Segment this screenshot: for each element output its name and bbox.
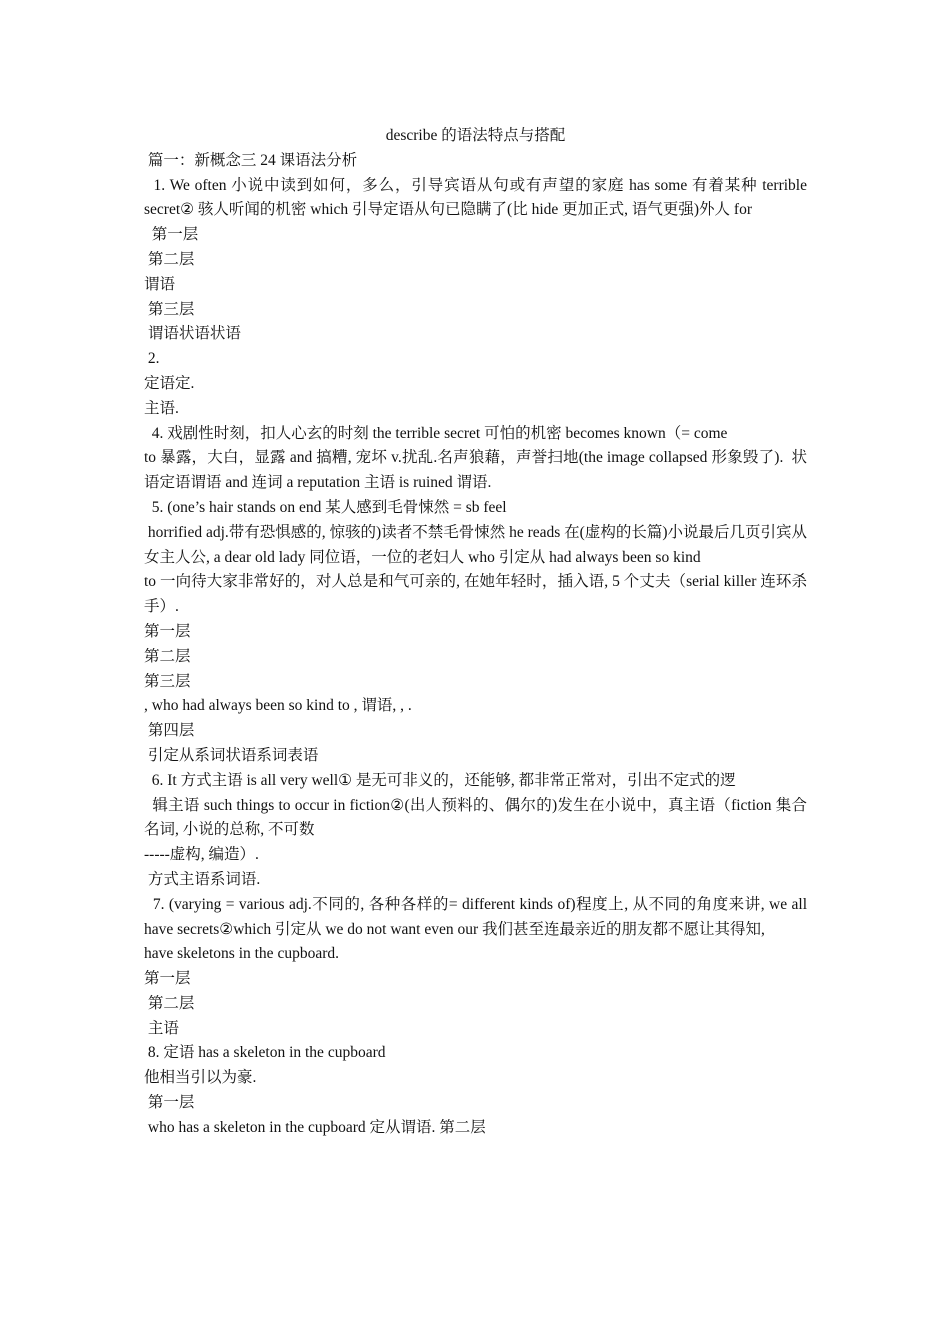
text-line: 第一层 — [144, 226, 199, 244]
text-line: 定语定. — [144, 374, 195, 392]
text-line: 辑主语 such things to occur in fiction②(出人预料的、偶尔的)发生在小说中，真主语（fiction 集合名词, 小说的总称, 不可数 — [144, 796, 808, 839]
text-line: 6. It 方式主语 is all very well① 是无可非义的，还能够, 都非常正常对，引出不定式的逻 — [144, 771, 736, 789]
text-line: 第一层 — [144, 622, 191, 640]
text-line: 主语 — [144, 1019, 179, 1037]
text-line: 第四层 — [144, 722, 195, 740]
text-line: 第一层 — [144, 970, 191, 988]
text-line: 第二层 — [144, 250, 195, 268]
document-page — [144, 124, 811, 1141]
text-line: 第二层 — [144, 994, 195, 1012]
text-line: 引定从系词状语系词表语 — [144, 746, 319, 764]
text-line: who has a skeleton in the cupboard 定从谓语. 第二层 — [144, 1118, 486, 1136]
text-line: 第三层 — [144, 300, 195, 318]
text-line: 篇一：新概念三 24 课语法分析 — [144, 151, 358, 169]
text-line: 第二层 — [144, 647, 191, 665]
text-line: to 一向待大家非常好的，对人总是和气可亲的, 在她年轻时，插入语, 5 个丈夫（serial killer 连环杀手）. — [144, 573, 807, 616]
text-line: 他相当引以为豪. — [144, 1069, 257, 1087]
text-line: 谓语状语状语 — [144, 325, 241, 343]
text-line: have skeletons in the cupboard. — [144, 945, 339, 963]
text-line: -----虚构, 编造）. — [144, 846, 259, 864]
text-line: 8. 定语 has a skeleton in the cupboard — [144, 1044, 386, 1062]
text-line: 主语. — [144, 399, 179, 417]
text-line: , who had always been so kind to , 谓语, , . — [144, 697, 412, 715]
text-line: 第三层 — [144, 672, 191, 690]
text-line: 方式主语系词语. — [144, 870, 261, 888]
document-title: describe 的语法特点与搭配 — [385, 127, 566, 144]
text-line: 2. — [144, 350, 160, 368]
text-line: 第一层 — [144, 1094, 195, 1112]
text-line: to 暴露，大白，显露 and 搞糟, 宠坏 v.扰乱.名声狼藉，声誉扫地(the image collapsed 形象毁了). 状语定语谓语 and 连词 a reputation 主语 is ruined 谓语. — [144, 449, 807, 492]
text-line: 谓语 — [144, 275, 176, 293]
text-line: 1. We often 小说中读到如何，多么，引导宾语从句或有声望的家庭 has some 有着某种 terrible secret② 骇人听闻的机密 which 引导定语从句已隐瞒了(比 hide 更加正式, 语气更强)外人 for — [144, 176, 811, 219]
text-line: 7. (varying = various adj.不同的, 各种各样的= different kinds of)程度上, 从不同的角度来讲, we all have secrets②which 引定从 we do not want even our 我们甚至连最亲近的朋友都不愿让其得知, — [144, 895, 811, 938]
text-line: 5. (one’s hair stands on end 某人感到毛骨悚然 = sb feel — [144, 498, 507, 516]
text-line: 4. 戏剧性时刻，扣人心玄的时刻 the terrible secret 可怕的机密 becomes known（= come — [144, 424, 728, 442]
text-line: horrified adj.带有恐惧感的, 惊骇的)读者不禁毛骨悚然 he reads 在(虚构的长篇)小说最后几页引宾从女主人公, a dear old lady 同位语，一位的老妇人 who 引定从 had always been so kind — [144, 523, 808, 566]
